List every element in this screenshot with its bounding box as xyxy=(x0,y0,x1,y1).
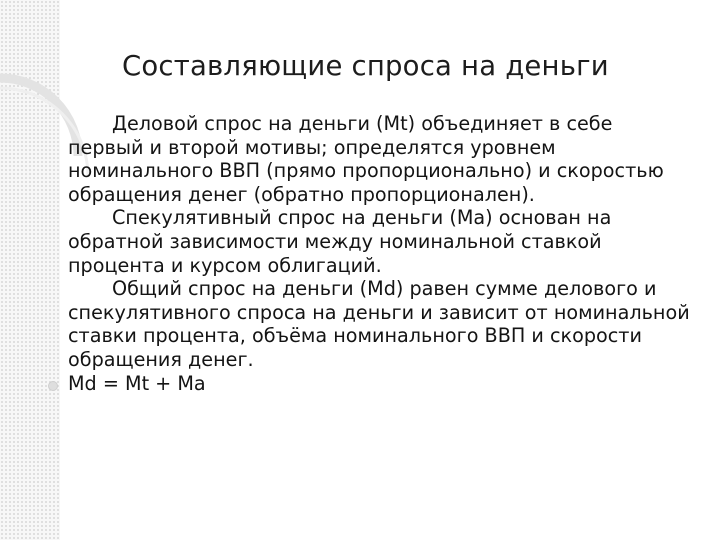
slide-title: Составляющие спроса на деньги xyxy=(122,50,609,82)
paragraph-business-demand: Деловой спрос на деньги (Mt) объединяет в себе первый и второй мотивы; определятся уровнем номинального ВВП (прямо пропорционально) и скоростью обращения денег (обратно пропорционален). xyxy=(68,112,664,206)
slide-body xyxy=(68,112,693,395)
money-demand-formula: Md = Mt + Ma xyxy=(68,371,206,395)
formula-row xyxy=(68,372,693,396)
paragraph-speculative-demand: Спекулятивный спрос на деньги (Ma) основан на обратной зависимости между номинальной ставкой процента и курсом облигаций. xyxy=(68,206,612,277)
paragraph-total-demand: Общий спрос на деньги (Md) равен сумме делового и спекулятивного спроса на деньги и зависит от номинальной ставки процента, объёма номинального ВВП и скорости обращения денег. xyxy=(68,277,690,371)
bullet-icon xyxy=(48,381,58,391)
